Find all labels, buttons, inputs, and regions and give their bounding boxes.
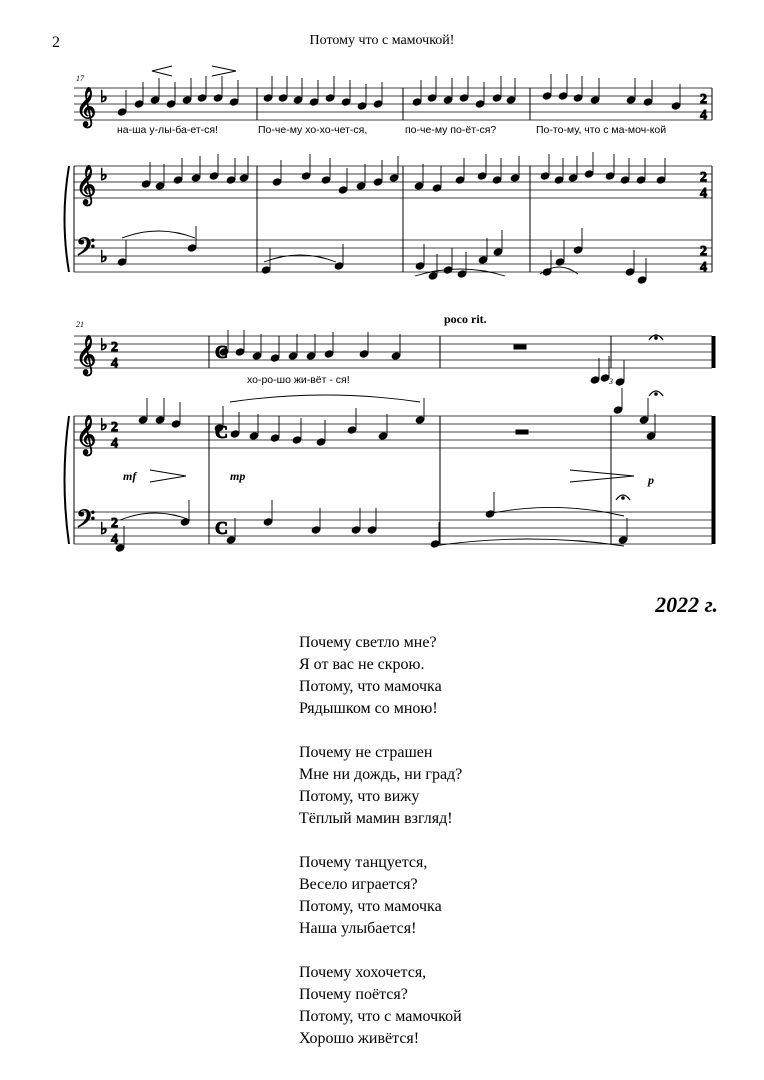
poem-line: Я от вас не скрою. — [299, 656, 425, 673]
note-head — [249, 432, 259, 440]
poem — [299, 632, 462, 1072]
dynamic-mp: mp — [230, 469, 246, 483]
poem-line: Потому, что мамочка — [299, 678, 442, 695]
slur — [433, 539, 624, 546]
note-head — [443, 96, 453, 104]
fermata-dot — [622, 497, 625, 500]
note-head — [636, 176, 646, 184]
lyric-22: хо-ро-шо жи-вёт - ся! — [247, 374, 350, 386]
note-head — [415, 262, 425, 270]
note-head — [430, 540, 440, 548]
poem-line: Весело играется? — [299, 876, 418, 893]
treble-clef-icon: 𝄞 — [76, 87, 97, 127]
decrescendo-hairpin — [570, 470, 634, 482]
poem-line: Рядышком со мною! — [299, 700, 438, 717]
note-head — [301, 172, 311, 180]
note-head — [338, 186, 348, 194]
note-head — [475, 100, 485, 108]
poem-line: Почему не страшен — [299, 744, 433, 761]
flat-icon: ♭ — [100, 415, 108, 434]
poem-line: Почему танцуется, — [299, 854, 428, 871]
note-head — [351, 526, 361, 534]
note-head — [229, 98, 239, 106]
note-head — [261, 266, 271, 274]
barlines — [74, 88, 714, 544]
note-head — [357, 102, 367, 110]
poem-line: Тёплый мамин взгляд! — [299, 810, 453, 827]
note-head — [252, 352, 262, 360]
note-head — [620, 176, 630, 184]
time-signature-bottom: 4 — [700, 186, 707, 201]
stanza-1 — [299, 632, 462, 720]
time-signature-bottom: 4 — [700, 260, 707, 275]
note-head — [615, 378, 625, 386]
note-head — [510, 174, 520, 182]
note-head — [478, 256, 488, 264]
slur — [122, 231, 195, 238]
note-head — [568, 174, 578, 182]
note-head — [356, 182, 366, 190]
note-head — [427, 94, 437, 102]
note-head — [334, 262, 344, 270]
note-head — [347, 426, 357, 434]
note-head — [324, 350, 334, 358]
treble-clef-icon: 𝄞 — [76, 165, 97, 205]
measure-number-17: 17 — [76, 74, 84, 83]
tempo-marking: poco rit. — [444, 312, 487, 326]
note-head — [378, 432, 388, 440]
crescendo-hairpin — [152, 66, 172, 76]
note-head — [359, 350, 369, 358]
common-time: C — [215, 422, 228, 442]
note-head — [432, 184, 442, 192]
note-head — [573, 246, 583, 254]
brace — [65, 416, 70, 544]
time-signature-top: 2 — [700, 244, 707, 259]
note-head — [455, 176, 465, 184]
time-signature-bottom: 4 — [700, 108, 707, 123]
running-title: Потому что с мамочкой! — [309, 33, 455, 48]
note-head — [555, 258, 565, 266]
note-head — [270, 434, 280, 442]
time-signature-bottom: 4 — [111, 356, 118, 371]
note-head — [321, 176, 331, 184]
fermata-dot — [655, 337, 658, 340]
staff-lines — [74, 88, 712, 544]
note-head — [117, 258, 127, 266]
slur — [230, 395, 420, 402]
note-head — [412, 98, 422, 106]
note-head — [492, 94, 502, 102]
note-head — [493, 248, 503, 256]
note-head — [584, 170, 594, 178]
flat-icon: ♭ — [100, 519, 108, 538]
note-head — [209, 172, 219, 180]
tuplet-number: 3 — [609, 377, 613, 386]
note-head — [415, 416, 425, 424]
flat-icon: ♭ — [100, 247, 108, 266]
note-head — [173, 176, 183, 184]
lyric-17: на-ша у-лы-ба-ет-ся! — [117, 124, 218, 136]
note-head — [477, 172, 487, 180]
note-head — [373, 100, 383, 108]
note-head — [213, 94, 223, 102]
time-signature-top: 2 — [700, 92, 707, 107]
note-head — [389, 174, 399, 182]
poem-line: Потому, что с мамочкой — [299, 1008, 462, 1025]
note-head — [197, 94, 207, 102]
treble-clef-icon: 𝄞 — [76, 415, 97, 455]
note-head — [138, 416, 148, 424]
poem-line: Потому, что мамочка — [299, 898, 442, 915]
note-head — [391, 352, 401, 360]
note-head — [367, 526, 377, 534]
flat-icon: ♭ — [100, 87, 108, 106]
poem-line: Хорошо живётся! — [299, 1030, 420, 1047]
note-head — [230, 430, 240, 438]
note-head — [325, 94, 335, 102]
note-head — [155, 416, 165, 424]
poem-line: Мне ни дождь, ни град? — [299, 766, 463, 783]
note-head — [485, 510, 495, 518]
time-signature-bottom: 4 — [111, 436, 118, 451]
bass-clef-icon: 𝄢 — [76, 233, 96, 268]
time-signature-top: 2 — [700, 170, 707, 185]
flat-icon: ♭ — [100, 165, 108, 184]
note-head — [263, 94, 273, 102]
note-head — [309, 98, 319, 106]
note-head — [506, 96, 516, 104]
note-head — [671, 102, 681, 110]
note-head — [457, 270, 467, 278]
poem-line: Почему светло мне? — [299, 634, 437, 651]
treble-clef-icon: 𝄞 — [76, 335, 97, 375]
note-head — [618, 536, 628, 544]
measure-number-21: 21 — [76, 320, 84, 329]
rest-icon — [514, 345, 526, 349]
note-head — [341, 98, 351, 106]
note-head — [239, 174, 249, 182]
note-head — [656, 176, 666, 184]
lyric-18: По-че-му хо-хо-чет-ся, — [258, 124, 368, 136]
note-head — [288, 352, 298, 360]
poem-line: Почему хохочется, — [299, 964, 427, 981]
note-head — [590, 376, 600, 384]
bass-clef-icon: 𝄢 — [76, 505, 96, 540]
note-head — [414, 182, 424, 190]
note-head — [278, 94, 288, 102]
stanza-2 — [299, 742, 462, 830]
note-head — [459, 94, 469, 102]
note-head — [226, 176, 236, 184]
lyric-19: по-че-му по-ёт-ся? — [405, 124, 497, 136]
lyric-20: По-то-му, что с ма-моч-кой — [536, 124, 667, 136]
note-head — [626, 96, 636, 104]
note-head — [155, 182, 165, 190]
year: 2022 г. — [655, 592, 718, 617]
note-head — [373, 178, 383, 186]
note-head — [171, 420, 181, 428]
common-time: C — [215, 342, 228, 362]
time-signature-bottom: 4 — [111, 532, 118, 547]
note-head — [134, 100, 144, 108]
note-head — [292, 436, 302, 444]
note-head — [306, 352, 316, 360]
page-number: 2 — [52, 34, 60, 51]
decrescendo-hairpin — [212, 66, 236, 76]
note-head — [573, 94, 583, 102]
note-head — [646, 432, 656, 440]
time-signature-top: 2 — [111, 420, 118, 435]
note-head — [293, 96, 303, 104]
poem-line: Почему поётся? — [299, 986, 408, 1003]
note-head — [637, 276, 647, 284]
note-head — [590, 96, 600, 104]
note-head — [542, 92, 552, 100]
note-head — [141, 180, 151, 188]
flat-icon: ♭ — [100, 335, 108, 354]
brace — [65, 166, 70, 272]
note-head — [639, 416, 649, 424]
common-time: C — [215, 518, 228, 538]
fermata-dot — [655, 393, 658, 396]
note-head — [316, 438, 326, 446]
note-head — [166, 100, 176, 108]
note-head — [428, 272, 438, 280]
note-head — [540, 172, 550, 180]
time-signature-top: 2 — [111, 516, 118, 531]
note-head — [270, 354, 280, 362]
note-head — [625, 268, 635, 276]
note-head — [554, 176, 564, 184]
note-head — [191, 174, 201, 182]
note-head — [605, 172, 615, 180]
note-head — [558, 92, 568, 100]
time-signature-top: 2 — [111, 340, 118, 355]
note-head — [235, 348, 245, 356]
poem-line: Потому, что вижу — [299, 788, 420, 805]
rest-icon — [516, 430, 528, 434]
slur — [120, 513, 190, 520]
stanza-3 — [299, 852, 462, 940]
note-head — [272, 178, 282, 186]
note-head — [613, 406, 623, 414]
note-head — [311, 526, 321, 534]
note-head — [117, 108, 127, 116]
note-head — [492, 176, 502, 184]
note-head — [643, 98, 653, 106]
note-head — [182, 96, 192, 104]
note-head — [187, 244, 197, 252]
note-head — [150, 96, 160, 104]
decrescendo-hairpin — [150, 470, 186, 482]
poem-line: Наша улыбается! — [299, 920, 417, 937]
dynamic-mf: mf — [123, 469, 137, 483]
note-head — [263, 518, 273, 526]
dynamic-p: p — [648, 473, 654, 487]
stanza-4 — [299, 962, 462, 1050]
